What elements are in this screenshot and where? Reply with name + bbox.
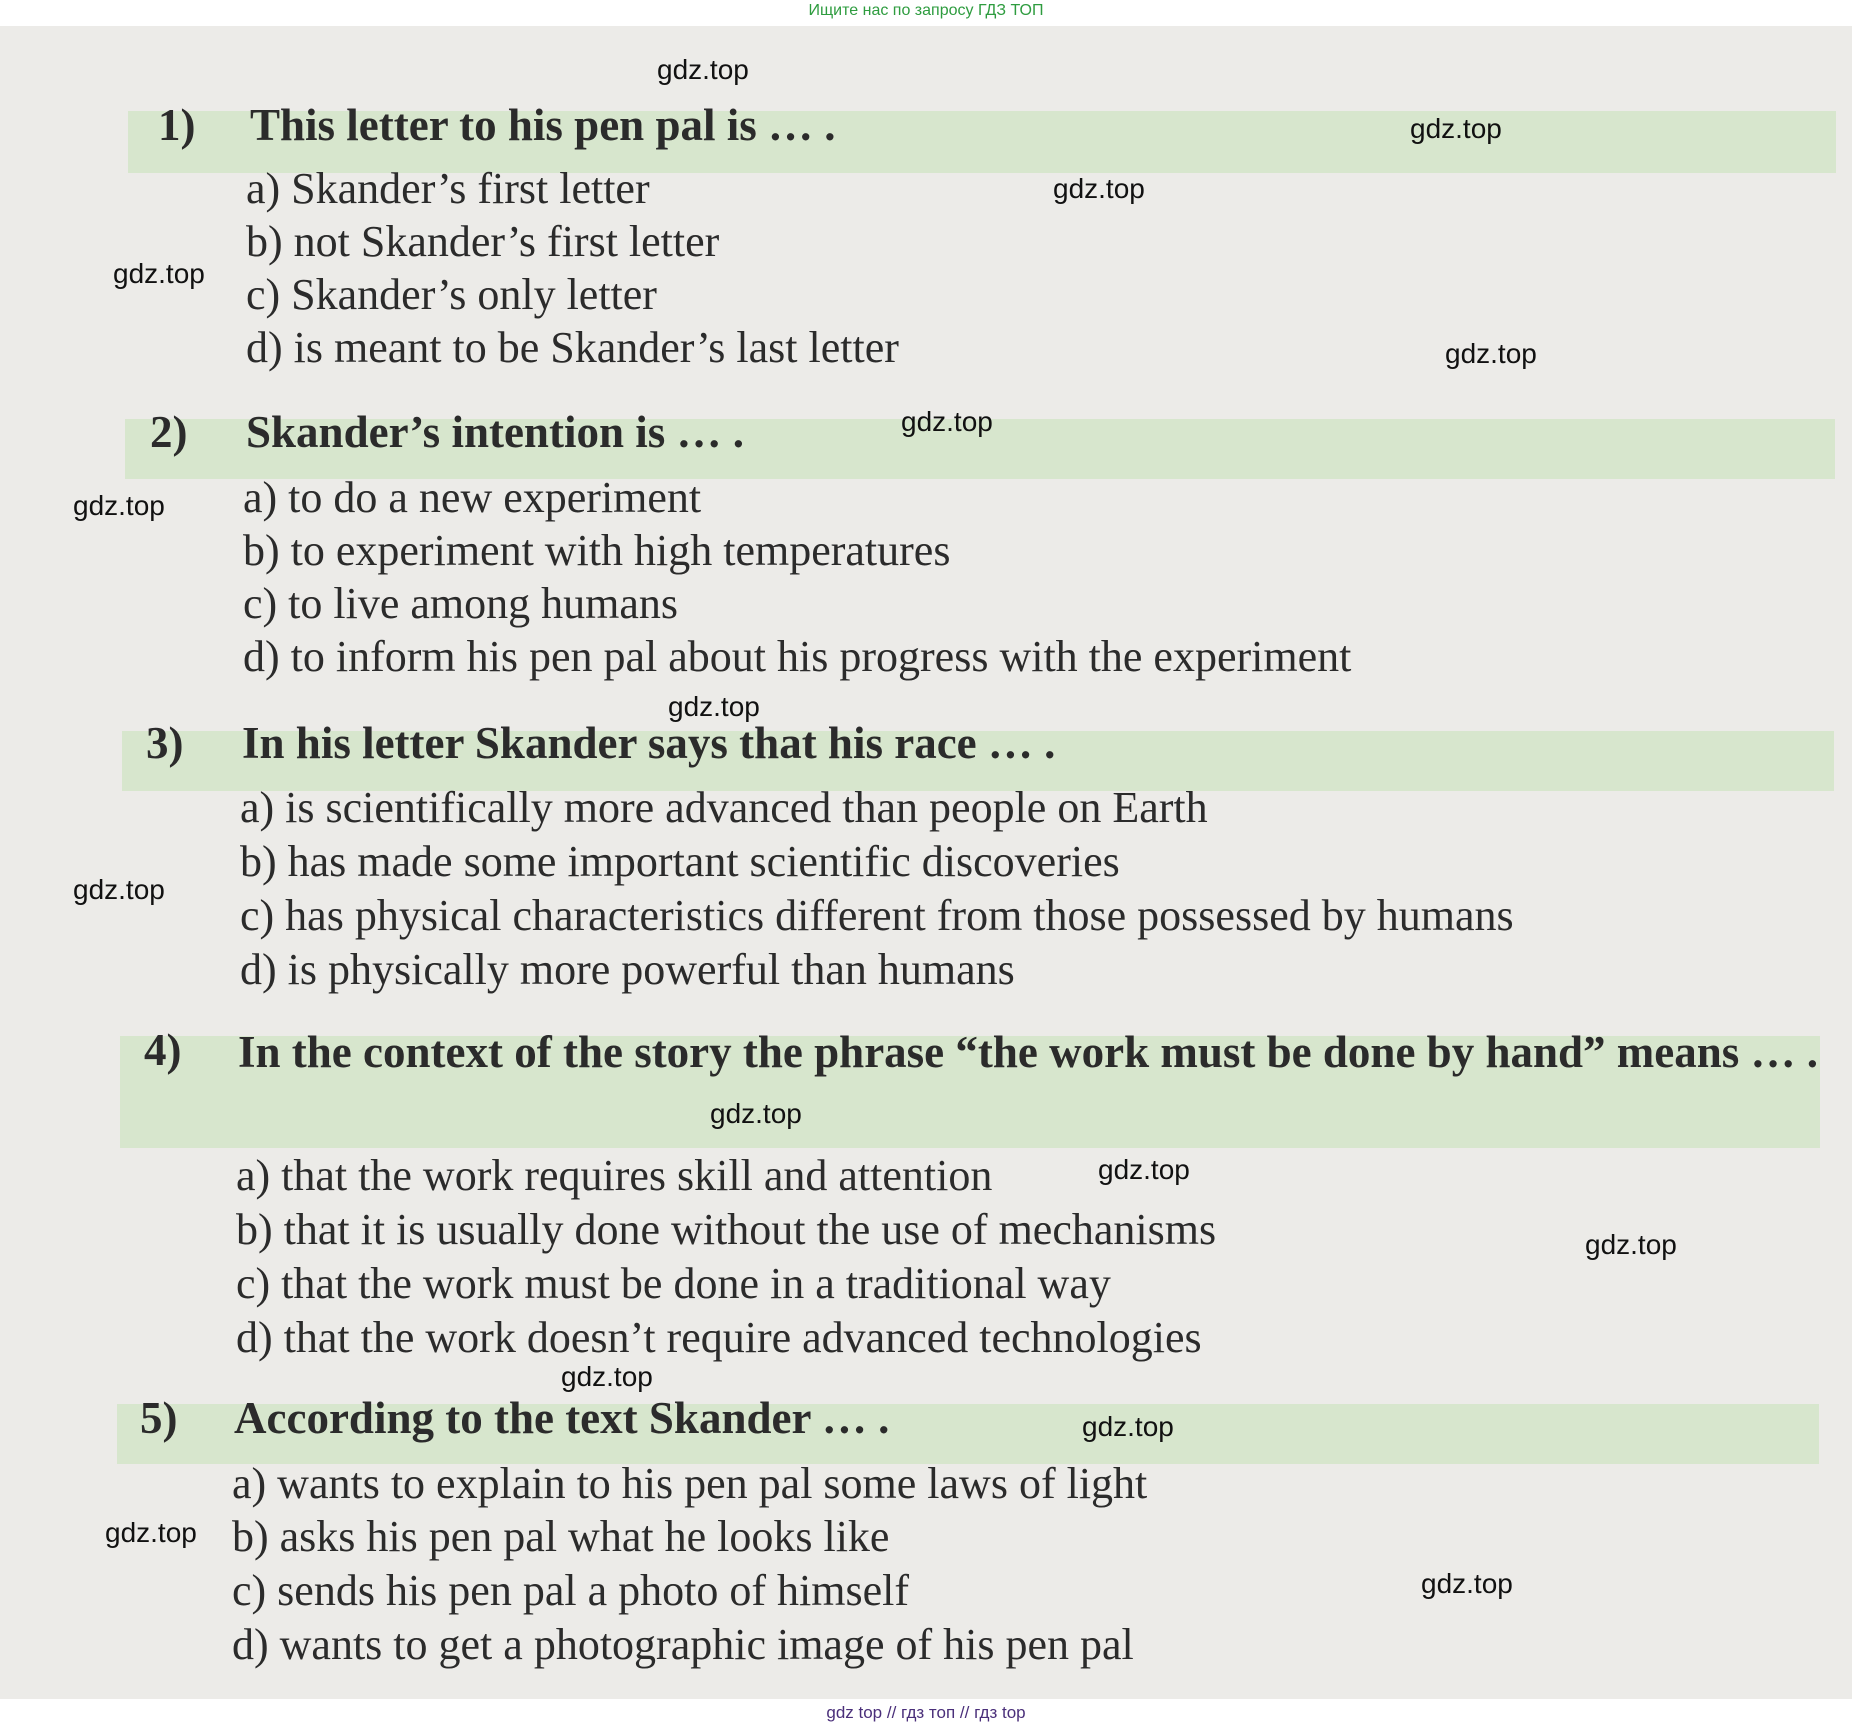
question-2-number: 2) bbox=[150, 407, 188, 457]
question-1-option-d: d) is meant to be Skander’s last letter bbox=[246, 323, 899, 372]
question-5-option-b: b) asks his pen pal what he looks like bbox=[232, 1512, 890, 1561]
footer-separator: // bbox=[882, 1703, 902, 1722]
watermark: gdz.top bbox=[1585, 1229, 1677, 1260]
question-2-option-b: b) to experiment with high temperatures bbox=[243, 526, 951, 575]
question-5-option-a: a) wants to explain to his pen pal some laws of light bbox=[232, 1459, 1148, 1508]
question-5-number: 5) bbox=[140, 1393, 178, 1443]
footer-link-gdz-top-mixed[interactable]: гдз top bbox=[974, 1703, 1026, 1722]
question-1-number: 1) bbox=[158, 100, 196, 150]
question-1-text: This letter to his pen pal is … . bbox=[250, 100, 836, 150]
watermark: gdz.top bbox=[1410, 113, 1502, 144]
question-2-option-a: a) to do a new experiment bbox=[243, 473, 702, 522]
watermark: gdz.top bbox=[73, 874, 165, 905]
watermark: gdz.top bbox=[1421, 1568, 1513, 1599]
question-4-option-d: d) that the work doesn’t require advanced technologies bbox=[236, 1313, 1202, 1362]
footer-separator: // bbox=[955, 1703, 975, 1722]
top-banner bbox=[0, 0, 1852, 26]
watermark: gdz.top bbox=[1098, 1154, 1190, 1185]
question-3-option-c: c) has physical characteristics different from those possessed by humans bbox=[240, 891, 1514, 940]
watermark: gdz.top bbox=[668, 691, 760, 722]
question-4-option-c: c) that the work must be done in a traditional way bbox=[236, 1259, 1111, 1308]
question-1-option-c: c) Skander’s only letter bbox=[246, 270, 657, 319]
watermark: gdz.top bbox=[901, 406, 993, 437]
watermark: gdz.top bbox=[113, 258, 205, 289]
search-hint-link[interactable]: Ищите нас по запросу ГДЗ ТОП bbox=[808, 2, 1044, 19]
question-3-option-b: b) has made some important scientific discoveries bbox=[240, 837, 1120, 886]
question-5-option-c: c) sends his pen pal a photo of himself bbox=[232, 1566, 909, 1615]
question-4-text: In the context of the story the phrase “the work must be done by hand” means … . bbox=[238, 1027, 1819, 1077]
watermark: gdz.top bbox=[657, 54, 749, 85]
question-2-text: Skander’s intention is … . bbox=[246, 407, 744, 457]
question-3-number: 3) bbox=[146, 718, 184, 768]
watermark: gdz.top bbox=[1053, 173, 1145, 204]
question-5-text: According to the text Skander … . bbox=[234, 1393, 890, 1443]
question-4-option-a: a) that the work requires skill and attention bbox=[236, 1151, 993, 1200]
footer-link-gdz-top[interactable]: gdz top bbox=[826, 1703, 883, 1722]
watermark: gdz.top bbox=[561, 1361, 653, 1392]
watermark: gdz.top bbox=[105, 1517, 197, 1548]
textbook-page bbox=[0, 26, 1852, 1699]
watermark: gdz.top bbox=[1082, 1411, 1174, 1442]
watermark: gdz.top bbox=[73, 490, 165, 521]
question-4-number: 4) bbox=[144, 1025, 182, 1075]
bottom-banner bbox=[0, 1699, 1852, 1727]
question-1-option-a: a) Skander’s first letter bbox=[246, 164, 650, 213]
footer-link-gdz-top-ru[interactable]: гдз топ bbox=[901, 1703, 956, 1722]
question-2-option-c: c) to live among humans bbox=[243, 579, 679, 628]
question-5-option-d: d) wants to get a photographic image of his pen pal bbox=[232, 1620, 1134, 1669]
question-2-option-d: d) to inform his pen pal about his progress with the experiment bbox=[243, 632, 1352, 681]
question-1-option-b: b) not Skander’s first letter bbox=[246, 217, 720, 266]
watermark: gdz.top bbox=[1445, 338, 1537, 369]
question-4-option-b: b) that it is usually done without the use of mechanisms bbox=[236, 1205, 1217, 1254]
watermark: gdz.top bbox=[710, 1098, 802, 1129]
question-3-option-a: a) is scientifically more advanced than people on Earth bbox=[240, 783, 1208, 832]
question-3-option-d: d) is physically more powerful than humans bbox=[240, 945, 1015, 994]
question-3-text: In his letter Skander says that his race … . bbox=[242, 718, 1056, 768]
